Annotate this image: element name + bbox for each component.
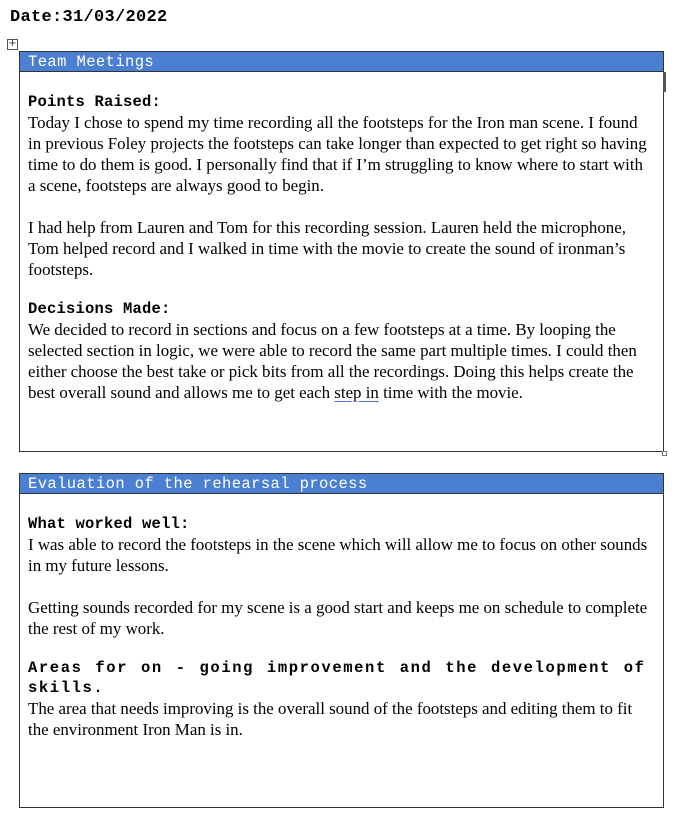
- decisions-made-heading: Decisions Made:: [28, 300, 171, 318]
- points-raised-heading: Points Raised:: [28, 93, 162, 111]
- team-meetings-content[interactable]: [20, 72, 663, 403]
- what-worked-paragraph-2: Getting sounds recorded for my scene is a good start and keeps me on schedule to complete the rest of my work.: [28, 598, 648, 638]
- table-move-icon[interactable]: +: [8, 38, 17, 49]
- evaluation-header: Evaluation of the rehearsal process: [20, 474, 663, 494]
- grammar-flagged-text[interactable]: step in: [334, 383, 379, 402]
- areas-improvement-paragraph: The area that needs improving is the overall sound of the footsteps and editing them to fit the environment Iron Man is in.: [28, 699, 633, 739]
- evaluation-box: [19, 473, 664, 808]
- areas-improvement-heading: Areas for on - going improvement and the development of skills.: [28, 659, 646, 697]
- decisions-text-start: We decided to record in sections and focus on a few footsteps at a time. By looping the selected section in logic, we were able to record the same part multiple times. I could then either choose the best take or pick bits from all the recordings. Doing this helps create the best overall sound and allows me to get each: [28, 320, 637, 402]
- date-line: Date:31/03/2022: [10, 8, 168, 27]
- table-resize-handle[interactable]: [662, 451, 667, 456]
- points-raised-paragraph-1: Today I chose to spend my time recording all the footsteps for the Iron man scene. I found in previous Foley projects the footsteps can take longer than expected to get right so having time to do them is good. I personally find that if I’m struggling to know where to start with a scene, footsteps are always good to begin.: [28, 113, 647, 195]
- what-worked-heading: What worked well:: [28, 515, 190, 533]
- evaluation-content[interactable]: [20, 494, 663, 740]
- team-meetings-box: [19, 51, 664, 452]
- scroll-indicator[interactable]: [663, 72, 666, 92]
- team-meetings-header: Team Meetings: [20, 52, 663, 72]
- points-raised-paragraph-2: I had help from Lauren and Tom for this recording session. Lauren held the microphone, Tom helped record and I walked in time with the movie to create the sound of ironman’s footsteps.: [28, 218, 626, 279]
- decisions-text-end: time with the movie.: [378, 383, 523, 402]
- what-worked-paragraph-1: I was able to record the footsteps in the scene which will allow me to focus on other sounds in my future lessons.: [28, 535, 648, 575]
- decisions-made-paragraph: [28, 319, 653, 403]
